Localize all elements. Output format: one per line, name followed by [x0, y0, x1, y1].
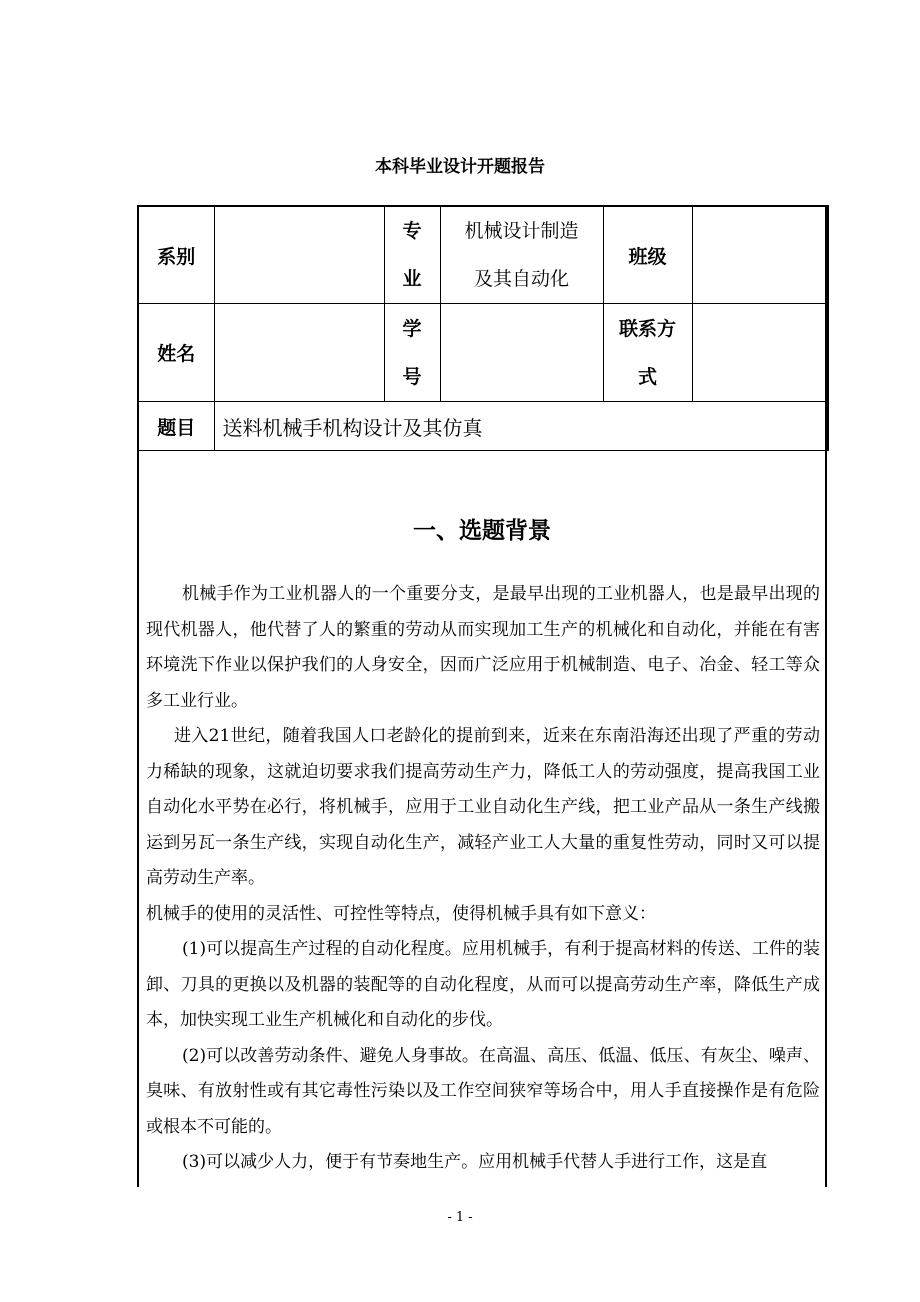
contact-label-line1: 联系方 [618, 317, 676, 340]
major-value-line1: 机械设计制造 [464, 220, 579, 242]
name-label: 姓名 [138, 304, 214, 402]
topic-value: 送料机械手机构设计及其仿真 [214, 402, 828, 451]
major-label [384, 206, 440, 304]
major-value-line2: 及其自动化 [473, 268, 569, 290]
paragraph: 进入21世纪，随着我国人口老龄化的提前到来，近来在东南沿海还出现了严重的劳动力稀缺的现象，这就迫切要求我们提高劳动生产力，降低工人的劳动强度，提高我国工业自动化水平势在必行，将机械手，应用于工业自动化生产线，把工业产品从一条生产线搬运到另瓦一条生产线，实现自动化生产，减轻产业工人大量的重复性劳动，同时又可以提高劳动生产率。 [146, 726, 820, 888]
contact-value[interactable] [692, 304, 828, 402]
info-table [137, 205, 829, 451]
page-number: - 1 - [447, 1210, 473, 1225]
table-row [138, 402, 828, 451]
section-heading: 一、选题背景 [413, 518, 551, 544]
student-id-value[interactable] [440, 304, 603, 402]
document-title: 本科毕业设计开题报告 [375, 157, 545, 177]
department-label: 系别 [138, 206, 214, 304]
student-id-label [384, 304, 440, 402]
paragraph: (1)可以提高生产过程的自动化程度。应用机械手，有利于提高材料的传送、工件的装卸、刀具的更换以及机器的装配等的自动化程度，从而可以提高劳动生产率，降低生产成本，加快实现工业生产机械化和自动化的步伐。 [146, 939, 820, 1030]
department-value[interactable] [214, 206, 384, 304]
class-value[interactable] [692, 206, 828, 304]
paragraph: 机械手作为工业机器人的一个重要分支，是最早出现的工业机器人，也是最早出现的现代机器人，他代替了人的繁重的劳动从而实现加工生产的机械化和自动化，并能在有害环境洗下作业以保护我们的人身安全，因而广泛应用于机械制造、电子、冶金、轻工等众多工业行业。 [146, 584, 820, 711]
contact-label [603, 304, 692, 402]
contact-label-line2: 式 [637, 365, 657, 388]
paragraph: (3)可以减少人力，便于有节奏地生产。应用机械手代替人手进行工作，这是直 [182, 1152, 768, 1172]
table-row [138, 304, 828, 402]
student-id-label-line2: 号 [402, 365, 422, 388]
name-value[interactable] [214, 304, 384, 402]
paragraph: (2)可以改善劳动条件、避免人身事故。在高温、高压、低温、低压、有灰尘、噪声、臭味、有放射性或有其它毒性污染以及工作空间狭窄等场合中，用人手直接操作是有危险或根本不可能的。 [146, 1045, 820, 1137]
student-id-label-line1: 学 [402, 317, 422, 340]
major-value [440, 206, 603, 304]
topic-label: 题目 [138, 402, 214, 451]
table-row [138, 206, 828, 304]
major-label-line1: 专 [402, 220, 422, 242]
class-label: 班级 [603, 206, 692, 304]
major-label-line2: 业 [402, 268, 422, 290]
paragraph: 机械手的使用的灵活性、可控性等特点，使得机械手具有如下意义： [146, 903, 656, 924]
section-body [146, 577, 820, 1181]
